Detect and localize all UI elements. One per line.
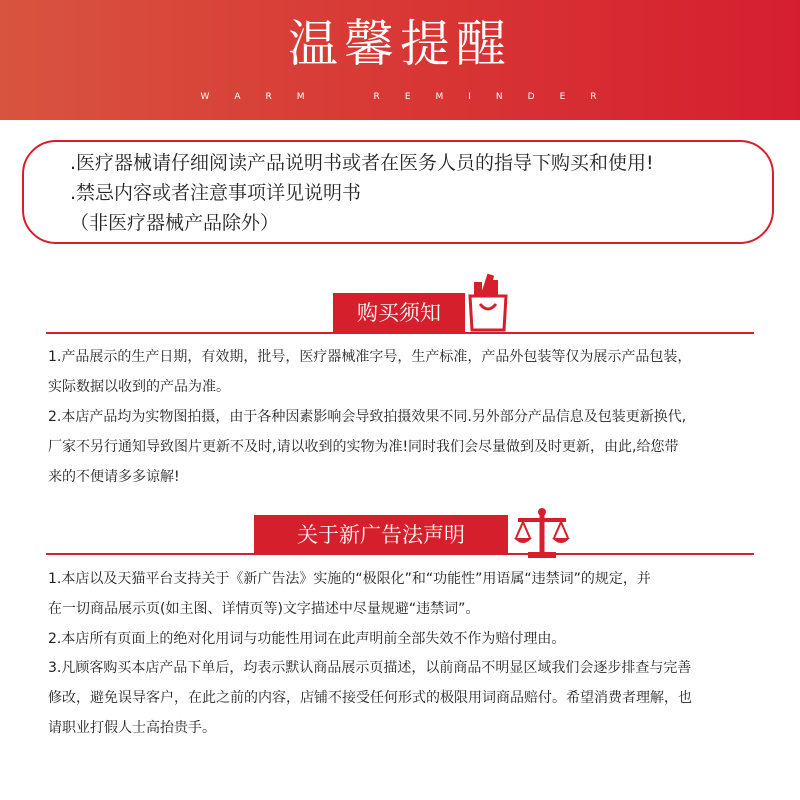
header-banner (0, 0, 800, 120)
subtitle-letter: R (373, 92, 383, 102)
shopping-bag-icon (466, 270, 510, 338)
law-text-line: 请职业打假人士高抬贵手。 (48, 720, 216, 736)
subtitle-letter: N (495, 92, 506, 102)
subtitle-letter: E (404, 92, 414, 102)
law-text-line: 在一切商品展示页(如主图、详情页等)文字描述中尽量规避“违禁词”。 (48, 601, 480, 617)
law-text-line: 修改，避免误导客户，在此之前的内容，店铺不接受任何形式的极限用词商品赔付。希望消费者理解，也 (48, 690, 692, 706)
purchase-text-line: 2.本店产品均为实物图拍摄，由于各种因素影响会导致拍摄效果不同.另外部分产品信息及包装更新换代, (48, 409, 687, 425)
subtitle-letter: W (200, 92, 213, 102)
law-text-line: 3.凡顾客购买本店产品下单后，均表示默认商品展示页描述，以前商品不明显区域我们会逐步排查与完善 (48, 660, 692, 676)
purchase-text-line: 实际数据以收到的产品为准。 (48, 379, 230, 395)
notice-line: （非医疗器械产品除外） (70, 212, 280, 234)
purchase-text-line: 来的不便请多多谅解! (48, 469, 180, 485)
page-title: 温馨提醒 (288, 15, 512, 73)
law-text-line: 1.本店以及天猫平台支持关于《新广告法》实施的“极限化”和“功能性”用语属“违禁词”的规定，并 (48, 571, 651, 587)
subtitle-letter: D (527, 92, 538, 102)
notice-line: .医疗器械请仔细阅读产品说明书或者在医务人员的指导下购买和使用! (70, 152, 654, 174)
notice-line: .禁忌内容或者注意事项详见说明书 (70, 182, 362, 204)
subtitle-letter: I (468, 92, 474, 102)
balance-scale-icon (512, 506, 572, 566)
notice-box (22, 140, 774, 244)
subtitle-letter: M (296, 92, 308, 102)
subtitle-letter: E (559, 92, 569, 102)
law-text-line: 2.本店所有页面上的绝对化用词与功能性用词在此声明前全部失效不作为赔付理由。 (48, 631, 566, 647)
purchase-section-label: 购买须知 (333, 293, 465, 333)
page-subtitle (0, 90, 800, 104)
subtitle-letter: A (234, 92, 244, 102)
subtitle-letter: R (590, 92, 600, 102)
subtitle-letter: R (265, 92, 275, 102)
purchase-text-line: 1.产品展示的生产日期，有效期，批号，医疗器械准字号，生产标准，产品外包装等仅为展示产品包装， (48, 349, 692, 365)
law-section-label: 关于新广告法声明 (254, 515, 508, 555)
subtitle-letter: M (435, 92, 447, 102)
purchase-text-line: 厂家不另行通知导致图片更新不及时,请以收到的实物为准!同时我们会尽量做到及时更新，由此,给您带 (48, 439, 679, 455)
